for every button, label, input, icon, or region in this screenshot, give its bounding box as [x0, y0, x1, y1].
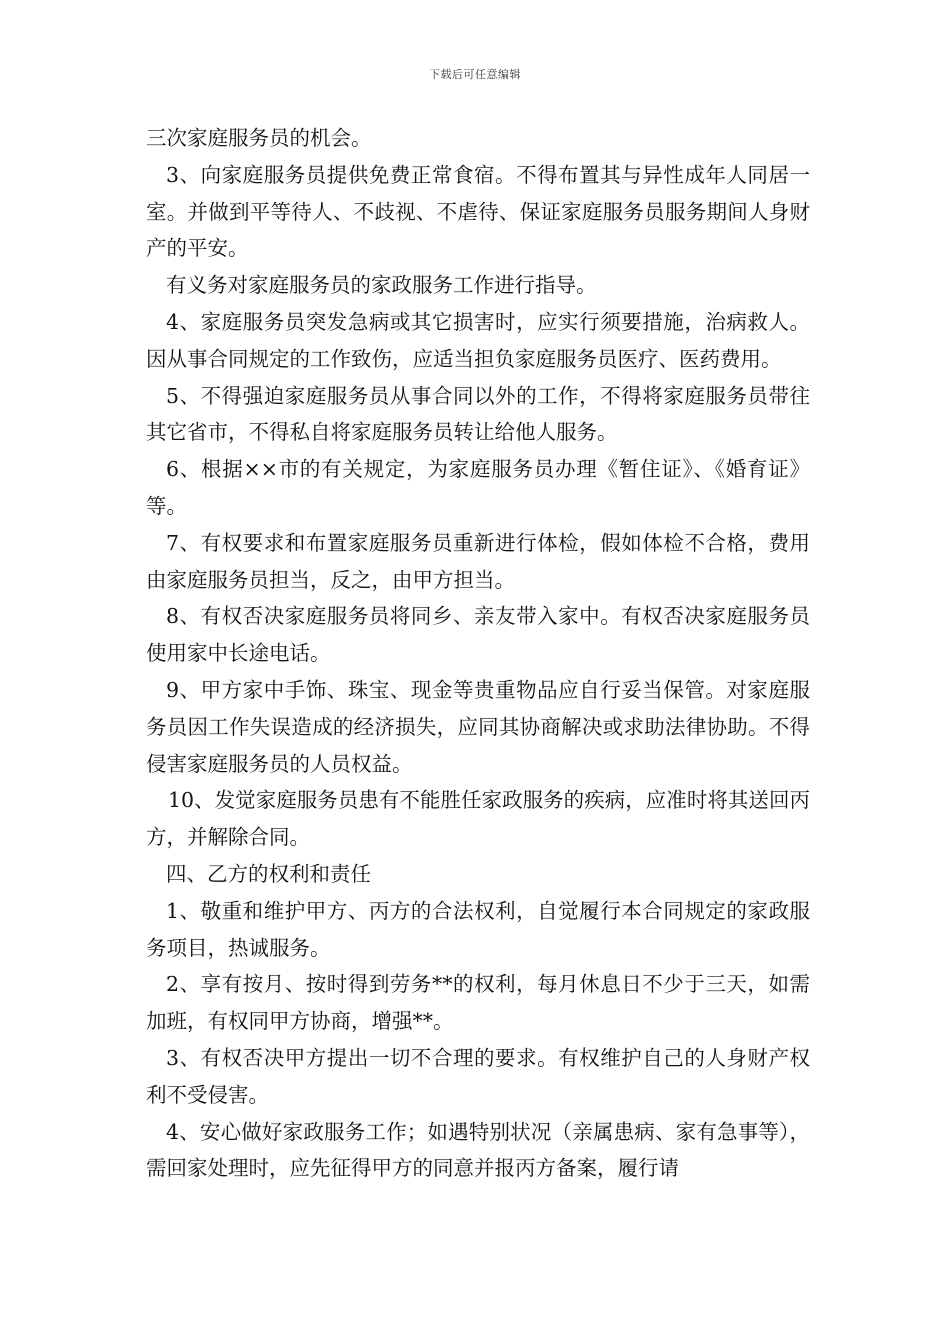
- paragraph: 3、向家庭服务员提供免费正常食宿。不得布置其与异性成年人同居一室。并做到平等待人、不歧视、不虐待、保证家庭服务员服务期间人身财产的平安。: [146, 162, 810, 261]
- paragraph: 1、敬重和维护甲方、丙方的合法权利，自觉履行本合同规定的家政服务项目，热诚服务。: [146, 898, 810, 960]
- paragraph: 三次家庭服务员的机会。: [146, 126, 372, 150]
- paragraph: 2、享有按月、按时得到劳务**的权利，每月休息日不少于三天，如需加班，有权同甲方协商，增强**。: [146, 972, 810, 1034]
- paragraph: 7、有权要求和布置家庭服务员重新进行体检，假如体检不合格，费用由家庭服务员担当，反之，由甲方担当。: [146, 530, 810, 592]
- paragraph: 4、家庭服务员突发急病或其它损害时，应实行须要措施，治病救人。因从事合同规定的工作致伤，应适当担负家庭服务员医疗、医药费用。: [146, 309, 810, 371]
- paragraph: 8、有权否决家庭服务员将同乡、亲友带入家中。有权否决家庭服务员使用家中长途电话。: [146, 604, 810, 666]
- paragraph: 5、不得强迫家庭服务员从事合同以外的工作，不得将家庭服务员带往其它省市，不得私自将家庭服务员转让给他人服务。: [146, 383, 810, 445]
- paragraph: 6、根据××市的有关规定，为家庭服务员办理《暂住证》、《婚育证》等。: [146, 457, 810, 518]
- paragraph: 3、有权否决甲方提出一切不合理的要求。有权维护自己的人身财产权利不受侵害。: [146, 1045, 810, 1107]
- paragraph: 10、发觉家庭服务员患有不能胜任家政服务的疾病，应准时将其送回丙方，并解除合同。: [146, 788, 810, 850]
- page-header: 下载后可任意编辑: [429, 68, 521, 81]
- document-body: [146, 120, 810, 1187]
- section-heading: 四、乙方的权利和责任: [166, 861, 371, 886]
- paragraph: 有义务对家庭服务员的家政服务工作进行指导。: [166, 273, 597, 298]
- paragraph: 9、甲方家中手饰、珠宝、现金等贵重物品应自行妥当保管。对家庭服务员因工作失误造成的经济损失，应同其协商解决或求助法律协助。不得侵害家庭服务员的人员权益。: [146, 677, 810, 776]
- paragraph: 4、安心做好家政服务工作；如遇特别状况（亲属患病、家有急事等），需回家处理时，应先征得甲方的同意并报丙方备案，履行请: [146, 1119, 810, 1181]
